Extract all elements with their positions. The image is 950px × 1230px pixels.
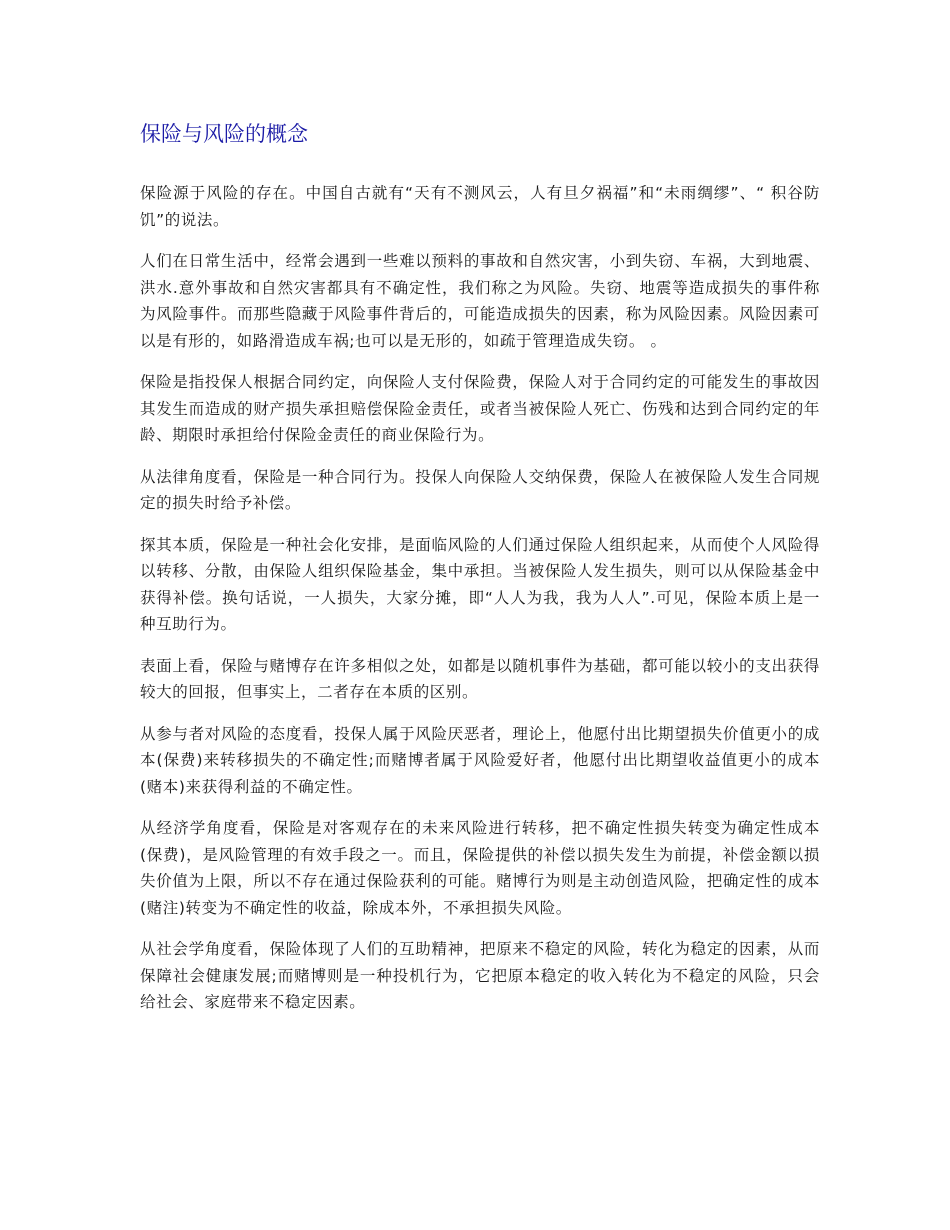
paragraph: 从法律角度看，保险是一种合同行为。投保人向保险人交纳保费，保险人在被保险人发生合同规定的损失时给予补偿。 [140, 467, 820, 512]
paragraph: 保险是指投保人根据合同约定，向保险人支付保险费，保险人对于合同约定的可能发生的事故因其发生而造成的财产损失承担赔偿保险金责任，或者当被保险人死亡、伤残和达到合同约定的年龄、期限时承担给付保险金责任的商业保险行为。 [140, 373, 820, 444]
document-title: 保险与风险的概念 [140, 122, 308, 146]
paragraph: 从参与者对风险的态度看，投保人属于风险厌恶者，理论上，他愿付出比期望损失价值更小的成本(保费)来转移损失的不确定性;而赌博者属于风险爱好者，他愿付出比期望收益值更小的成本(赌本)来获得利益的不确定性。 [140, 724, 820, 796]
paragraph: 从社会学角度看，保险体现了人们的互助精神，把原来不稳定的风险，转化为稳定的因素，从而保障社会健康发展;而赌博则是一种投机行为，它把原本稳定的收入转化为不稳定的风险，只会给社会、家庭带来不稳定因素。 [140, 940, 820, 1011]
paragraph: 人们在日常生活中，经常会遇到一些难以预料的事故和自然灾害，小到失窃、车祸，大到地震、洪水.意外事故和自然灾害都具有不确定性，我们称之为风险。失窃、地震等造成损失的事件称为风险事件。而那些隐藏于风险事件背后的，可能造成损失的因素，称为风险因素。风险因素可以是有形的，如路滑造成车祸;也可以是无形的，如疏于管理造成失窃。 。 [140, 252, 820, 350]
document-body [140, 118, 820, 1031]
paragraph: 探其本质，保险是一种社会化安排，是面临风险的人们通过保险人组织起来，从而使个人风险得以转移、分散，由保险人组织保险基金，集中承担。当被保险人发生损失，则可以从保险基金中获得补偿。换句话说，一人损失，大家分摊，即“人人为我，我为人人”.可见，保险本质上是一种互助行为。 [140, 535, 820, 633]
paragraph: 从经济学角度看，保险是对客观存在的未来风险进行转移，把不确定性损失转变为确定性成本(保费)，是风险管理的有效手段之一。而且，保险提供的补偿以损失发生为前提，补偿金额以损失价值为上限，所以不存在通过保险获利的可能。赌博行为则是主动创造风险，把确定性的成本(赌注)转变为不确定性的收益，除成本外，不承担损失风险。 [140, 819, 820, 917]
paragraph: 表面上看，保险与赌博存在许多相似之处，如都是以随机事件为基础，都可能以较小的支出获得较大的回报，但事实上，二者存在本质的区别。 [140, 656, 820, 701]
paragraph: 保险源于风险的存在。中国自古就有“天有不测风云，人有旦夕祸福”和“未雨绸缪”、“ 积谷防饥”的说法。 [140, 184, 820, 229]
